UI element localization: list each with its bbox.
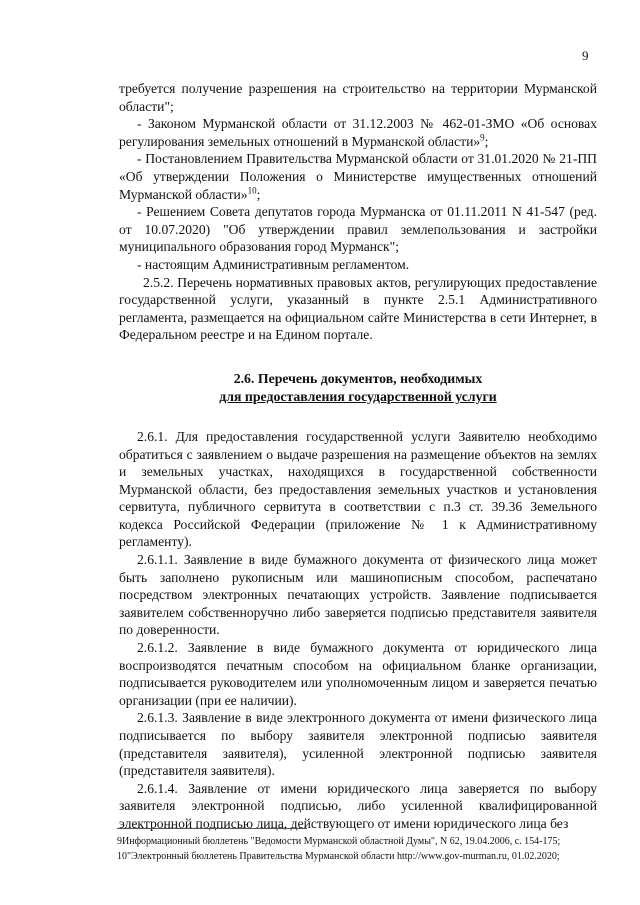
clause-2-6-1-1: 2.6.1.1. Заявление в виде бумажного документа от физического лица может быть заполнено рукописным или машинописным способом, распечатано посредством электронных печатающих устройств. Заявление подписывается заявителем собственноручно либо заверяется подписью представителя заявителя по доверенности. — [119, 552, 597, 638]
decree-reference-text: - Постановлением Правительства Мурманской области от 31.01.2020 № 21-ПП «Об утверждении Положения о Министерстве имущественных отношений Мурманской области» — [119, 151, 597, 202]
footnotes — [117, 834, 597, 864]
law-reference-text: - Законом Мурманской области от 31.12.2003 № 462-01-ЗМО «Об основах регулирования земельных отношений в Мурманской области» — [119, 116, 597, 149]
law-reference-462 — [119, 115, 597, 150]
decree-reference-tail: ; — [256, 186, 261, 202]
heading-line-2: для предоставления государственной услуги — [219, 388, 497, 404]
footnote-ref-10[interactable]: 10 — [247, 185, 257, 196]
clause-2-5-2: 2.5.2. Перечень нормативных правовых актов, регулирующих предоставление государственной услуги, указанный в пункте 2.5.1 Административного регламента, размещается на официальном сайте Министерства в сети Интернет, в Федеральном реестре и на Едином портале. — [119, 274, 597, 343]
footnote-divider — [117, 828, 307, 829]
paragraph-continuation: требуется получение разрешения на строительство на территории Мурманской области"; — [119, 81, 597, 114]
regulation-reference: - настоящим Административным регламентом. — [137, 256, 410, 272]
law-reference-tail: ; — [484, 133, 489, 149]
document-body — [119, 80, 597, 833]
clause-2-6-1-3: 2.6.1.3. Заявление в виде электронного документа от имени физического лица подписывается по выбору заявителя электронной подписью заявителя (представителя заявителя), усиленной электронной подписью заявителя (представителя заявителя). — [119, 710, 597, 779]
footnote-9: 9Информационный бюллетень "Ведомости Мурманской областной Думы", N 62, 19.04.2006, с. 154-175; — [117, 836, 561, 847]
section-heading-2-6 — [119, 370, 597, 406]
footnote-10: 10"Электронный бюллетень Правительства Мурманской области http://www.gov-murman.ru, 01.02.2020; — [117, 851, 560, 862]
clause-2-6-1: 2.6.1. Для предоставления государственной услуги Заявителю необходимо обратиться с заявлением о выдаче разрешения на размещение объектов на землях и земельных участках, находящихся в государственной собственности Мурманской области, без предоставления земельных участков и установления сервитута, публичного сервитута в соответствии с п.3 ст. 39.36 Земельного кодекса Российской Федерации (приложение № 1 к Административному регламенту). — [119, 428, 597, 550]
heading-line-1: 2.6. Перечень документов, необходимых — [233, 370, 483, 386]
decree-reference-21pp — [119, 150, 597, 203]
council-decision-reference: - Решением Совета депутатов города Мурманска от 01.11.2011 N 41-547 (ред. от 10.07.2020) "Об утверждении правил землепользования и застройки муниципального образования город Мурманск"; — [119, 204, 597, 255]
clause-2-6-1-4: 2.6.1.4. Заявление от имени юридического лица заверяется по выбору заявителя электронной подписью, либо усиленной квалифицированной электронной подписью лица, действующего от имени юридического лица без — [119, 780, 597, 831]
clause-2-6-1-2: 2.6.1.2. Заявление в виде бумажного документа от юридического лица воспроизводятся печатным способом на официальном бланке организации, подписывается руководителем или уполномоченным лицом и заверяется печатью организации (при ее наличии). — [119, 640, 597, 708]
footnote-ref-9[interactable]: 9 — [480, 132, 485, 143]
page-number: 9 — [582, 48, 589, 63]
